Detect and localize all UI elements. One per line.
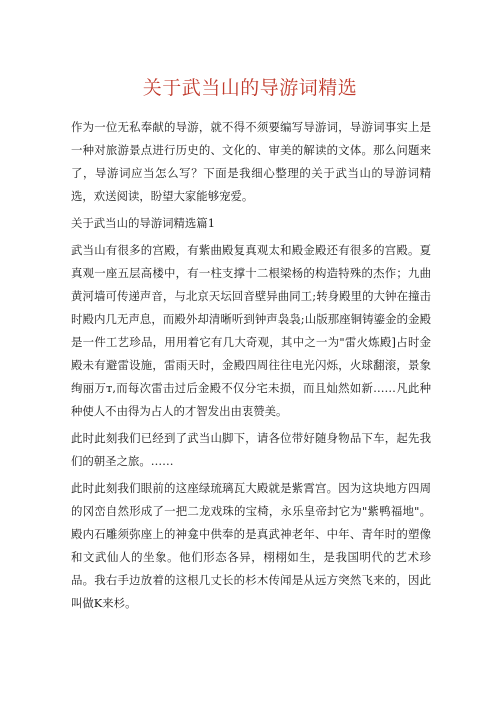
- document-body: [71, 116, 431, 619]
- section-heading: 关于武当山的导游词精选篇1: [71, 216, 215, 230]
- paragraph-zixiao-palace: 此时此刻我们眼前的这座绿琉璃瓦大殿就是紫霄宫。因为这块地方四周的冈峦自然形成了一把二龙戏珠的宝椅，永乐皇帝封它为"紫鸭福地"。殿内石雕须弥座上的神龛中供奉的是真武神老年、中年、青年时的塑像和文武仙人的坐象。他们形态各异，栩栩如生，是我国明代的艺术珍品。我右手边放着的这根几丈长的杉木传闻是从远方突然飞来的，因此叫做K来杉。: [71, 481, 431, 610]
- paragraph-palaces: 武当山有很多的宫殿，有紫曲殿复真观太和殿金殿还有很多的宫殿。夏真观一座五层高楼中，有一柱支撑十二根梁杨的构造特殊的杰作；九曲黄河墙可传递声音，与北京天坛回音壁异曲同工;转身殿里的大钟在撞击时殿内几无声息，而殿外却清晰听到钟声袅袅;山版那座铜铸鎏金的金殿是一件工艺珍品，用用着它有几大奇观，其中之一为"雷火炼殿]占时金殿未有避雷设施，雷雨天时，金殿四周往往电光闪烁，火球翻滚，景象绚丽万т,而每次雷击过后金殿不仅分宅未损，而且灿然如新……凡此种种使人不由得为占人的才智发出由衷赞美。: [71, 243, 431, 418]
- page-title: 关于武当山的导游词精选: [142, 77, 358, 99]
- paragraph-intro: 作为一位无私奉献的导游，就不得不须要编写导游词，导游词事实上是一种对旅游景点进行历史的、文化的、审美的解读的文体。那么问题来了，导游词应当怎么写？下面是我细心整理的关于武当山的导游词精选，欢送阅读，盼望大家能够宠爱。: [71, 120, 431, 203]
- paragraph-arrival: 此时此刻我们已经到了武当山脚下，请各位带好随身物品下车，起先我们的朝圣之旅。……: [71, 431, 431, 468]
